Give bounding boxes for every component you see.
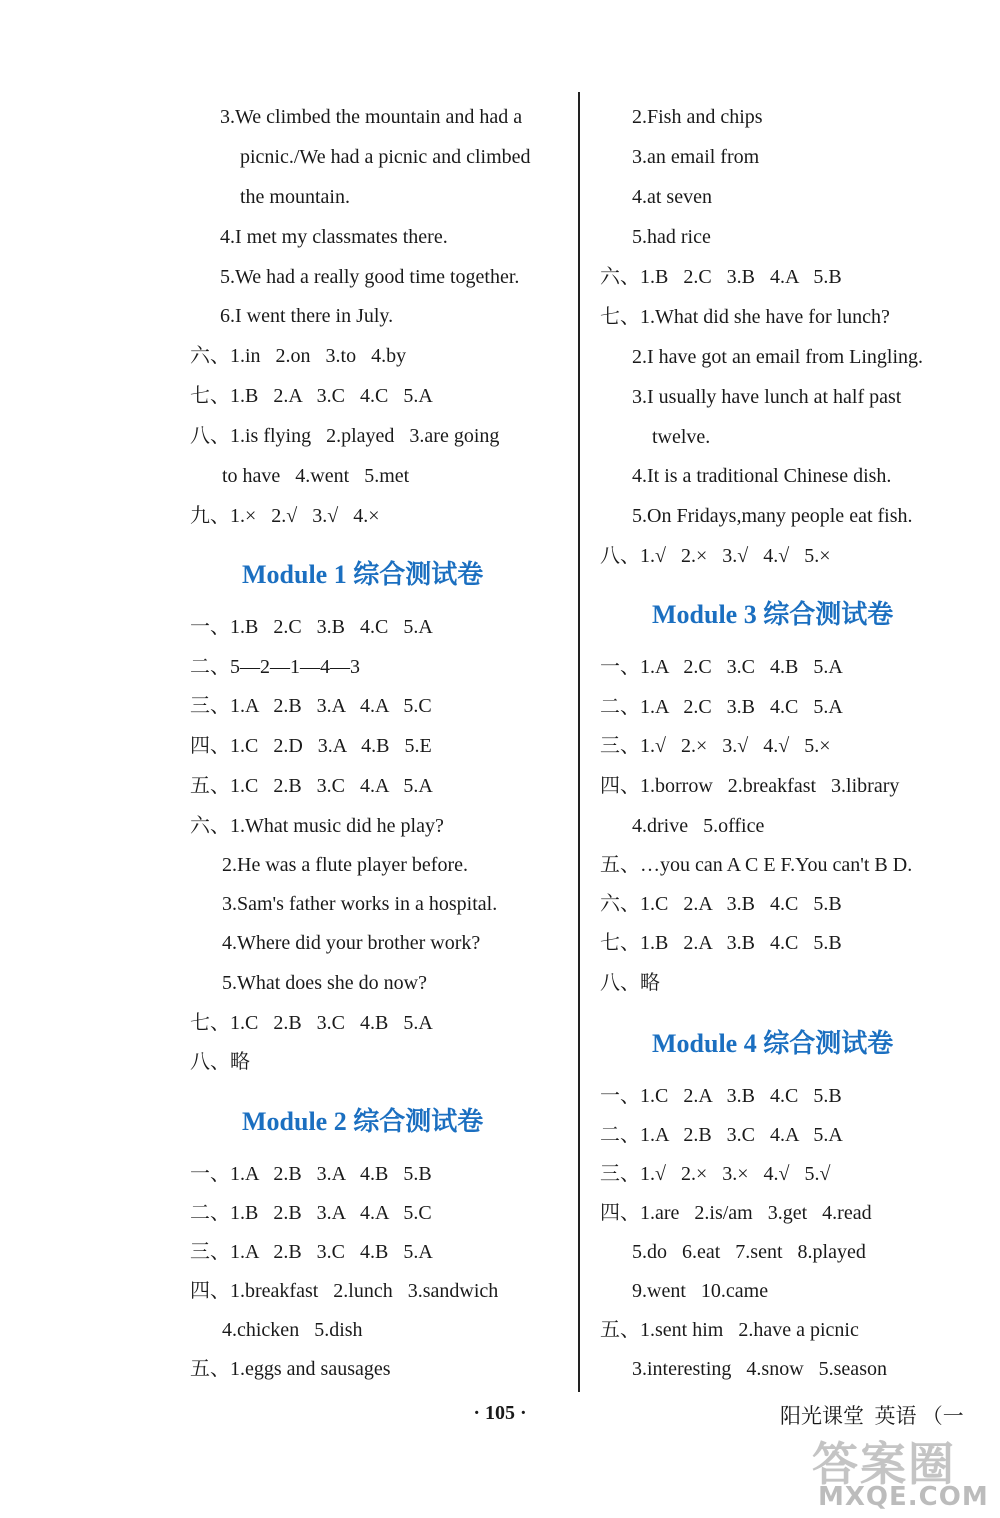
answer-line: the mountain. bbox=[240, 186, 350, 208]
answer-line: 一、1.A 2.B 3.A 4.B 5.B bbox=[190, 1163, 432, 1185]
answer-line: 四、1.borrow 2.breakfast 3.library bbox=[600, 775, 900, 797]
module-2-heading: Module 2 综合测试卷 bbox=[242, 1107, 484, 1136]
answer-line: 一、1.B 2.C 3.B 4.C 5.A bbox=[190, 616, 433, 638]
answer-line: 八、略 bbox=[190, 1051, 250, 1073]
answer-line: 4.It is a traditional Chinese dish. bbox=[632, 465, 892, 487]
answer-line: 4.at seven bbox=[632, 186, 712, 208]
module-3-heading: Module 3 综合测试卷 bbox=[652, 600, 894, 629]
answer-line: 四、1.are 2.is/am 3.get 4.read bbox=[600, 1202, 872, 1224]
watermark-logo: 答案圈 bbox=[812, 1437, 956, 1491]
answer-line: 二、1.B 2.B 3.A 4.A 5.C bbox=[190, 1202, 432, 1224]
answer-line: 七、1.B 2.A 3.B 4.C 5.B bbox=[600, 932, 842, 954]
answer-line: 4.Where did your brother work? bbox=[222, 932, 481, 954]
answer-line: 5.On Fridays,many people eat fish. bbox=[632, 505, 913, 527]
page-number: · 105 · bbox=[473, 1402, 527, 1424]
answer-line: 2.He was a flute player before. bbox=[222, 854, 468, 876]
answer-line: 5.had rice bbox=[632, 226, 711, 248]
answer-line: 3.interesting 4.snow 5.season bbox=[632, 1358, 887, 1380]
answer-line: 二、1.A 2.B 3.C 4.A 5.A bbox=[600, 1124, 843, 1146]
answer-line: 五、1.C 2.B 3.C 4.A 5.A bbox=[190, 775, 433, 797]
answer-line: 二、1.A 2.C 3.B 4.C 5.A bbox=[600, 696, 843, 718]
answer-line: 4.I met my classmates there. bbox=[220, 226, 448, 248]
answer-line: 五、1.sent him 2.have a picnic bbox=[600, 1319, 859, 1341]
watermark-site: MXQE.COM bbox=[818, 1482, 989, 1512]
answer-line: 4.drive 5.office bbox=[632, 815, 765, 837]
answer-line: 六、1.C 2.A 3.B 4.C 5.B bbox=[600, 893, 842, 915]
answer-line: 2.Fish and chips bbox=[632, 106, 763, 128]
answer-line: 八、略 bbox=[600, 972, 660, 994]
answer-line: 四、1.C 2.D 3.A 4.B 5.E bbox=[190, 735, 432, 757]
answer-line: to have 4.went 5.met bbox=[222, 465, 410, 487]
answer-line: 九、1.× 2.√ 3.√ 4.× bbox=[190, 505, 380, 527]
answer-line: 5.do 6.eat 7.sent 8.played bbox=[632, 1241, 866, 1263]
module-4-heading: Module 4 综合测试卷 bbox=[652, 1029, 894, 1058]
book-title: 阳光课堂 英语 （一 bbox=[780, 1404, 964, 1428]
answer-line: 六、1.in 2.on 3.to 4.by bbox=[190, 345, 407, 367]
answer-line: 5.What does she do now? bbox=[222, 972, 427, 994]
answer-line: 五、…you can A C E F.You can't B D. bbox=[600, 854, 913, 876]
answer-line: 9.went 10.came bbox=[632, 1280, 769, 1302]
answer-line: twelve. bbox=[652, 426, 711, 448]
answer-line: 3.an email from bbox=[632, 146, 760, 168]
answer-line: 一、1.C 2.A 3.B 4.C 5.B bbox=[600, 1085, 842, 1107]
answer-line: 七、1.What did she have for lunch? bbox=[600, 306, 890, 328]
module-1-heading: Module 1 综合测试卷 bbox=[242, 560, 484, 589]
answer-line: 2.I have got an email from Lingling. bbox=[632, 346, 924, 368]
answer-line: 3.Sam's father works in a hospital. bbox=[222, 893, 498, 915]
answer-line: 三、1.A 2.B 3.A 4.A 5.C bbox=[190, 695, 432, 717]
answer-line: 六、1.B 2.C 3.B 4.A 5.B bbox=[600, 266, 842, 288]
answer-line: 三、1.A 2.B 3.C 4.B 5.A bbox=[190, 1241, 433, 1263]
answer-line: picnic./We had a picnic and climbed bbox=[240, 146, 531, 168]
answer-line: 二、5—2—1—4—3 bbox=[190, 656, 360, 678]
answer-line: 八、1.√ 2.× 3.√ 4.√ 5.× bbox=[600, 545, 831, 567]
answer-line: 五、1.eggs and sausages bbox=[190, 1358, 391, 1380]
answer-line: 七、1.C 2.B 3.C 4.B 5.A bbox=[190, 1012, 433, 1034]
answer-line: 4.chicken 5.dish bbox=[222, 1319, 363, 1341]
answer-line: 三、1.√ 2.× 3.× 4.√ 5.√ bbox=[600, 1163, 831, 1185]
answer-line: 6.I went there in July. bbox=[220, 305, 394, 327]
answer-line: 三、1.√ 2.× 3.√ 4.√ 5.× bbox=[600, 735, 831, 757]
answer-line: 3.We climbed the mountain and had a bbox=[220, 106, 523, 128]
answer-line: 六、1.What music did he play? bbox=[190, 815, 444, 837]
answer-line: 3.I usually have lunch at half past bbox=[632, 386, 902, 408]
answer-line: 5.We had a really good time together. bbox=[220, 266, 520, 288]
answer-line: 一、1.A 2.C 3.C 4.B 5.A bbox=[600, 656, 843, 678]
answer-line: 七、1.B 2.A 3.C 4.C 5.A bbox=[190, 385, 433, 407]
column-divider bbox=[578, 92, 580, 1392]
answer-line: 八、1.is flying 2.played 3.are going bbox=[190, 425, 500, 447]
answer-line: 四、1.breakfast 2.lunch 3.sandwich bbox=[190, 1280, 499, 1302]
